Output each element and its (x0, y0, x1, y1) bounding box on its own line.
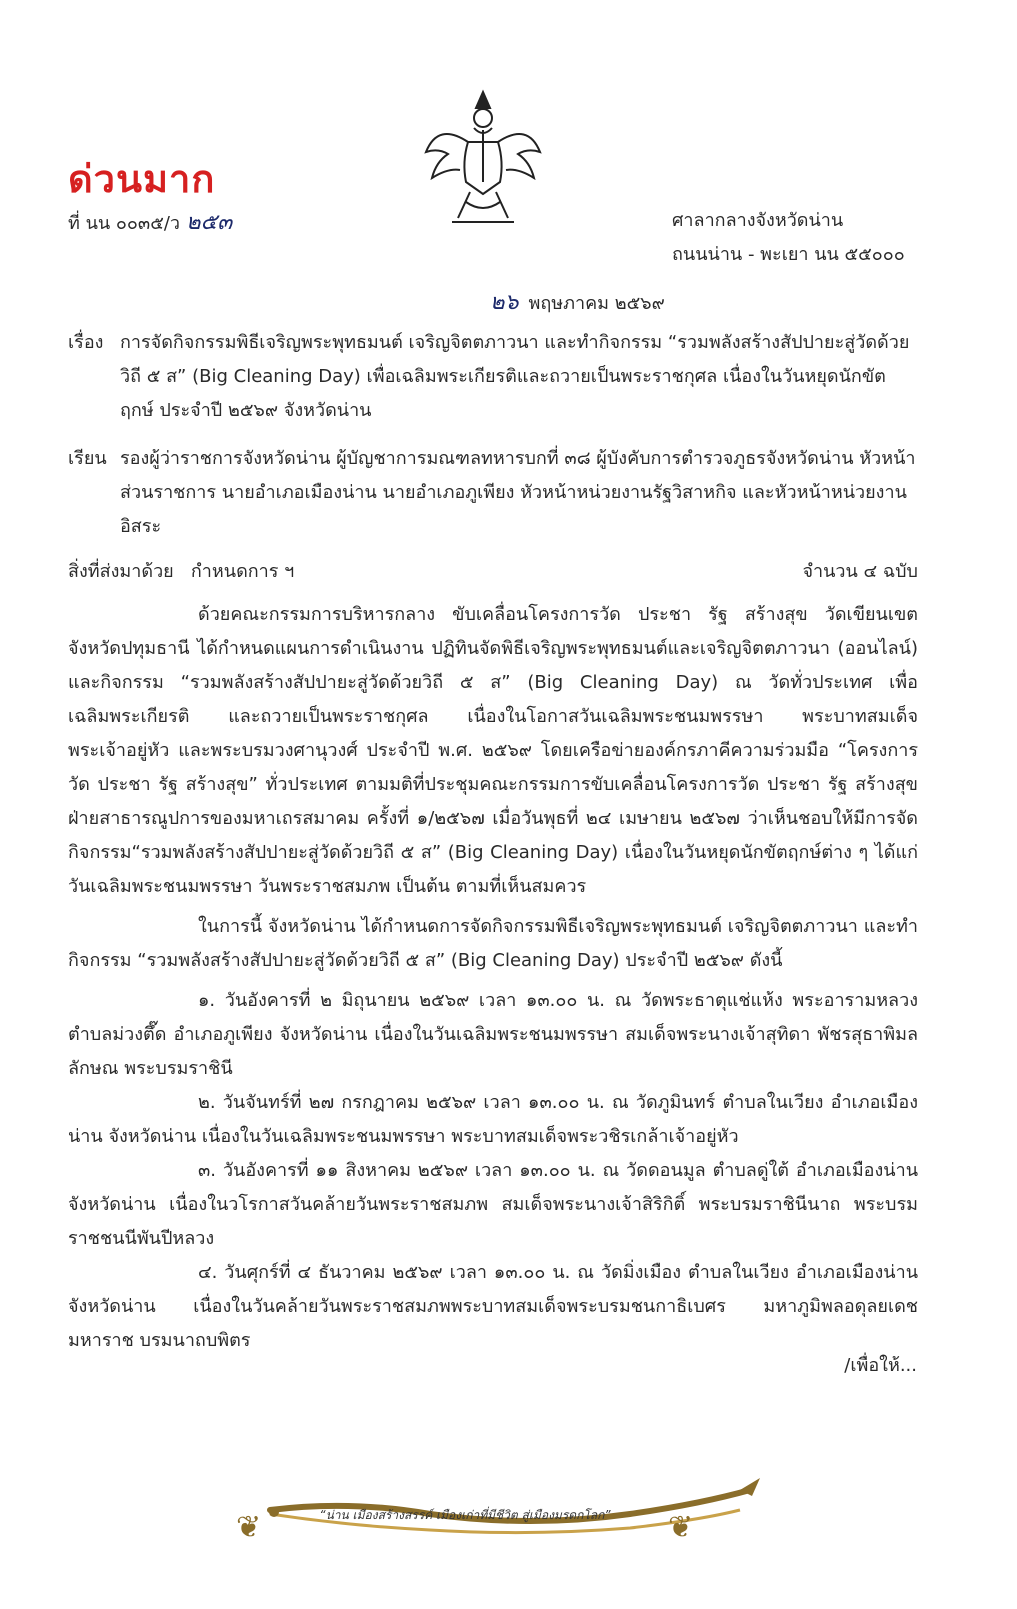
handwritten-number: ๒๕๓ (186, 210, 233, 235)
subject-label: เรื่อง (68, 332, 104, 353)
footer-slogan: “น่าน เมืองสร้างสรรค์ เมืองเก่าที่มีชีวิต สู่เมืองมรดกโลก” (319, 1508, 611, 1522)
document-number-text: ที่ นน ๐๐๓๕/ว (68, 213, 180, 234)
urgent-label: ด่วนมาก (68, 157, 216, 201)
subject-row (68, 326, 918, 428)
continuation-marker: /เพื่อให้... (844, 1355, 917, 1376)
schedule-item-1: ๑. วันอังคารที่ ๒ มิถุนายน ๒๕๖๙ เวลา ๑๓.๐๐ น. ณ วัดพระธาตุแช่แห้ง พระอารามหลวง ตำบลม่วงตึ๊ด อำเภอภูเพียง จังหวัดน่าน เนื่องในวันเฉลิมพระชนมพรรษา สมเด็จพระนางเจ้าสุทิดา พัชรสุธาพิมลลักษณ พระบรมราชินี (68, 990, 918, 1079)
document-number (68, 204, 232, 239)
garuda-emblem-icon (408, 82, 558, 232)
document-date (490, 284, 665, 319)
sender-address (672, 204, 905, 272)
recipient-row (68, 442, 918, 544)
body-paragraph-1: ด้วยคณะกรรมการบริหารกลาง ขับเคลื่อนโครงการวัด ประชา รัฐ สร้างสุข วัดเขียนเขต จังหวัดปทุมธานี ได้กำหนดแผนการดำเนินงาน ปฏิทินจัดพิธีเจริญพระพุทธมนต์และเจริญจิตตภาวนา (ออนไลน์) และกิจกรรม “รวมพลังสร้างสัปปายะสู่วัดด้วยวิถี ๕ ส” (Big Cleaning Day) ณ วัดทั่วประเทศ เพื่อเฉลิมพระเกียรติ และถวายเป็นพระราชกุศล เนื่องในโอกาสวันเฉลิมพระชนมพรรษา พระบาทสมเด็จพระเจ้าอยู่หัว และพระบรมวงศานุวงศ์ ประจำปี พ.ศ. ๒๕๖๙ โดยเครือข่ายองค์กรภาคีความร่วมมือ “โครงการวัด ประชา รัฐ สร้างสุข” ทั่วประเทศ ตามมติที่ประชุมคณะกรรมการขับเคลื่อนโครงการวัด ประชา รัฐ สร้างสุข ฝ่ายสาธารณูปการของมหาเถรสมาคม ครั้งที่ ๑/๒๕๖๗ เมื่อวันพุธที่ ๒๔ เมษายน ๒๕๖๗ ว่าเห็นชอบให้มีการจัดกิจกรรม“รวมพลังสร้างสัปปายะสู่วัดด้วยวิถี ๕ ส” (Big Cleaning Day) เนื่องในวันหยุดนักขัตฤกษ์ต่าง ๆ ได้แก่ วันเฉลิมพระชนมพรรษา วันพระราชสมภพ เป็นต้น ตามที่เห็นสมควร (68, 604, 918, 897)
schedule-item-4: ๔. วันศุกร์ที่ ๔ ธันวาคม ๒๕๖๙ เวลา ๑๓.๐๐ น. ณ วัดมิ่งเมือง ตำบลในเวียง อำเภอเมืองน่าน จังหวัดน่าน เนื่องในวันคล้ายวันพระราชสมภพพระบาทสมเด็จพระบรมชนกาธิเบศร มหาภูมิพลอดุลยเดชมหาราช บรมนาถบพิตร (68, 1262, 918, 1351)
date-text: พฤษภาคม ๒๕๖๙ (528, 293, 665, 314)
enclosure-count: จำนวน ๔ ฉบับ (802, 561, 918, 582)
address-line-1: ศาลากลางจังหวัดน่าน (672, 210, 844, 231)
enclosure-row (68, 556, 918, 585)
handwritten-day: ๒๖ (490, 290, 519, 315)
recipient-label: เรียน (68, 448, 107, 469)
right-ornament-icon: ❦ (668, 1510, 694, 1545)
body-paragraph-2: ในการนี้ จังหวัดน่าน ได้กำหนดการจัดกิจกรรมพิธีเจริญพระพุทธมนต์ เจริญจิตตภาวนา และทำกิจกรรม “รวมพลังสร้างสัปปายะสู่วัดด้วยวิถี ๕ ส” (Big Cleaning Day) ประจำปี ๒๕๖๙ ดังนี้ (68, 916, 918, 971)
document-body (68, 598, 918, 1358)
subject-text: การจัดกิจกรรมพิธีเจริญพระพุทธมนต์ เจริญจิตตภาวนา และทำกิจกรรม “รวมพลังสร้างสัปปายะสู่วัดด้วยวิถี ๕ ส” (Big Cleaning Day) เพื่อเฉลิมพระเกียรติและถวายเป็นพระราชกุศล เนื่องในวันหยุดนักขัตฤกษ์ ประจำปี ๒๕๖๙ จังหวัดน่าน (120, 332, 910, 421)
address-line-2: ถนนน่าน - พะเยา นน ๕๕๐๐๐ (672, 244, 905, 265)
recipient-text: รองผู้ว่าราชการจังหวัดน่าน ผู้บัญชาการมณฑลทหารบกที่ ๓๘ ผู้บังคับการตำรวจภูธรจังหวัดน่าน หัวหน้าส่วนราชการ นายอำเภอเมืองน่าน นายอำเภอภูเพียง หัวหน้าหน่วยงานรัฐวิสาหกิจ และหัวหน้าหน่วยงานอิสระ (120, 448, 916, 537)
left-ornament-icon: ❦ (236, 1510, 262, 1545)
schedule-item-2: ๒. วันจันทร์ที่ ๒๗ กรกฎาคม ๒๕๖๙ เวลา ๑๓.๐๐ น. ณ วัดภูมินทร์ ตำบลในเวียง อำเภอเมืองน่าน จังหวัดน่าน เนื่องในวันเฉลิมพระชนมพรรษา พระบาทสมเด็จพระวชิรเกล้าเจ้าอยู่หัว (68, 1092, 918, 1147)
schedule-item-3: ๓. วันอังคารที่ ๑๑ สิงหาคม ๒๕๖๙ เวลา ๑๓.๐๐ น. ณ วัดดอนมูล ตำบลดู่ใต้ อำเภอเมืองน่าน จังหวัดน่าน เนื่องในวโรกาสวันคล้ายวันพระราชสมภพ สมเด็จพระนางเจ้าสิริกิติ์ พระบรมราชินีนาถ พระบรมราชชนนีพันปีหลวง (68, 1160, 918, 1249)
enclosure-label: สิ่งที่ส่งมาด้วย กำหนดการ ฯ (68, 561, 295, 582)
